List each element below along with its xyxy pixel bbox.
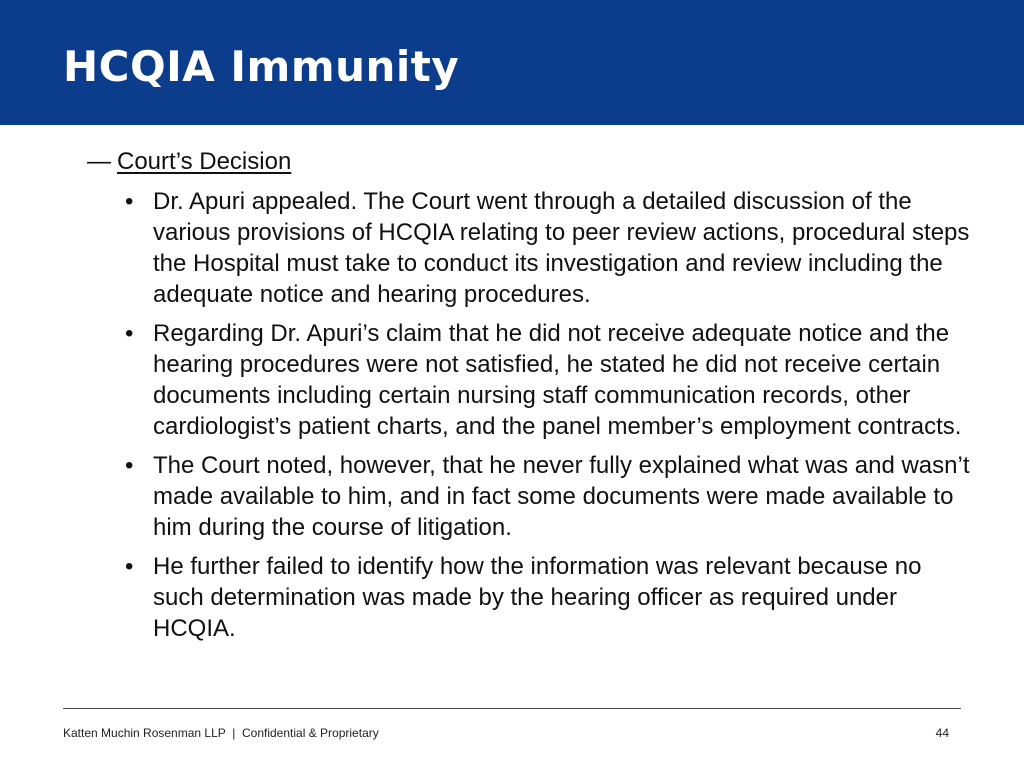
slide-content (87, 146, 977, 652)
title-bar (0, 0, 1024, 125)
slide-title: HCQIA Immunity (63, 42, 460, 91)
bullet-item (87, 186, 977, 310)
bullet-dot-icon: • (125, 188, 134, 215)
section-label: Court’s Decision (117, 148, 292, 175)
bullet-item (87, 318, 977, 442)
section-dash: — (87, 148, 111, 175)
bullet-list (87, 186, 977, 644)
page-number: 44 (935, 726, 949, 740)
footer-text: Katten Muchin Rosenman LLP | Confidential & Proprietary (63, 726, 379, 740)
bullet-text: The Court noted, however, that he never fully explained what was and wasn’t made available to him, and in fact some documents were made available to him during the course of litigation. (153, 452, 970, 541)
bullet-text: Dr. Apuri appealed. The Court went through a detailed discussion of the various provisions of HCQIA relating to peer review actions, procedural steps the Hospital must take to conduct its investigation and review including the adequate notice and hearing procedures. (153, 188, 970, 308)
bullet-text: Regarding Dr. Apuri’s claim that he did not receive adequate notice and the hearing procedures were not satisfied, he stated he did not receive certain documents including certain nursing staff communication records, other cardiologist’s patient charts, and the panel member’s employment contracts. (153, 320, 962, 440)
bullet-item (87, 450, 977, 543)
footer-divider (63, 708, 961, 709)
bullet-item (87, 551, 977, 644)
bullet-text: He further failed to identify how the information was relevant because no such determination was made by the hearing officer as required under HCQIA. (153, 553, 922, 642)
bullet-dot-icon: • (125, 553, 134, 580)
bullet-dot-icon: • (125, 452, 134, 479)
bullet-dot-icon: • (125, 320, 134, 347)
section-heading (87, 146, 977, 177)
